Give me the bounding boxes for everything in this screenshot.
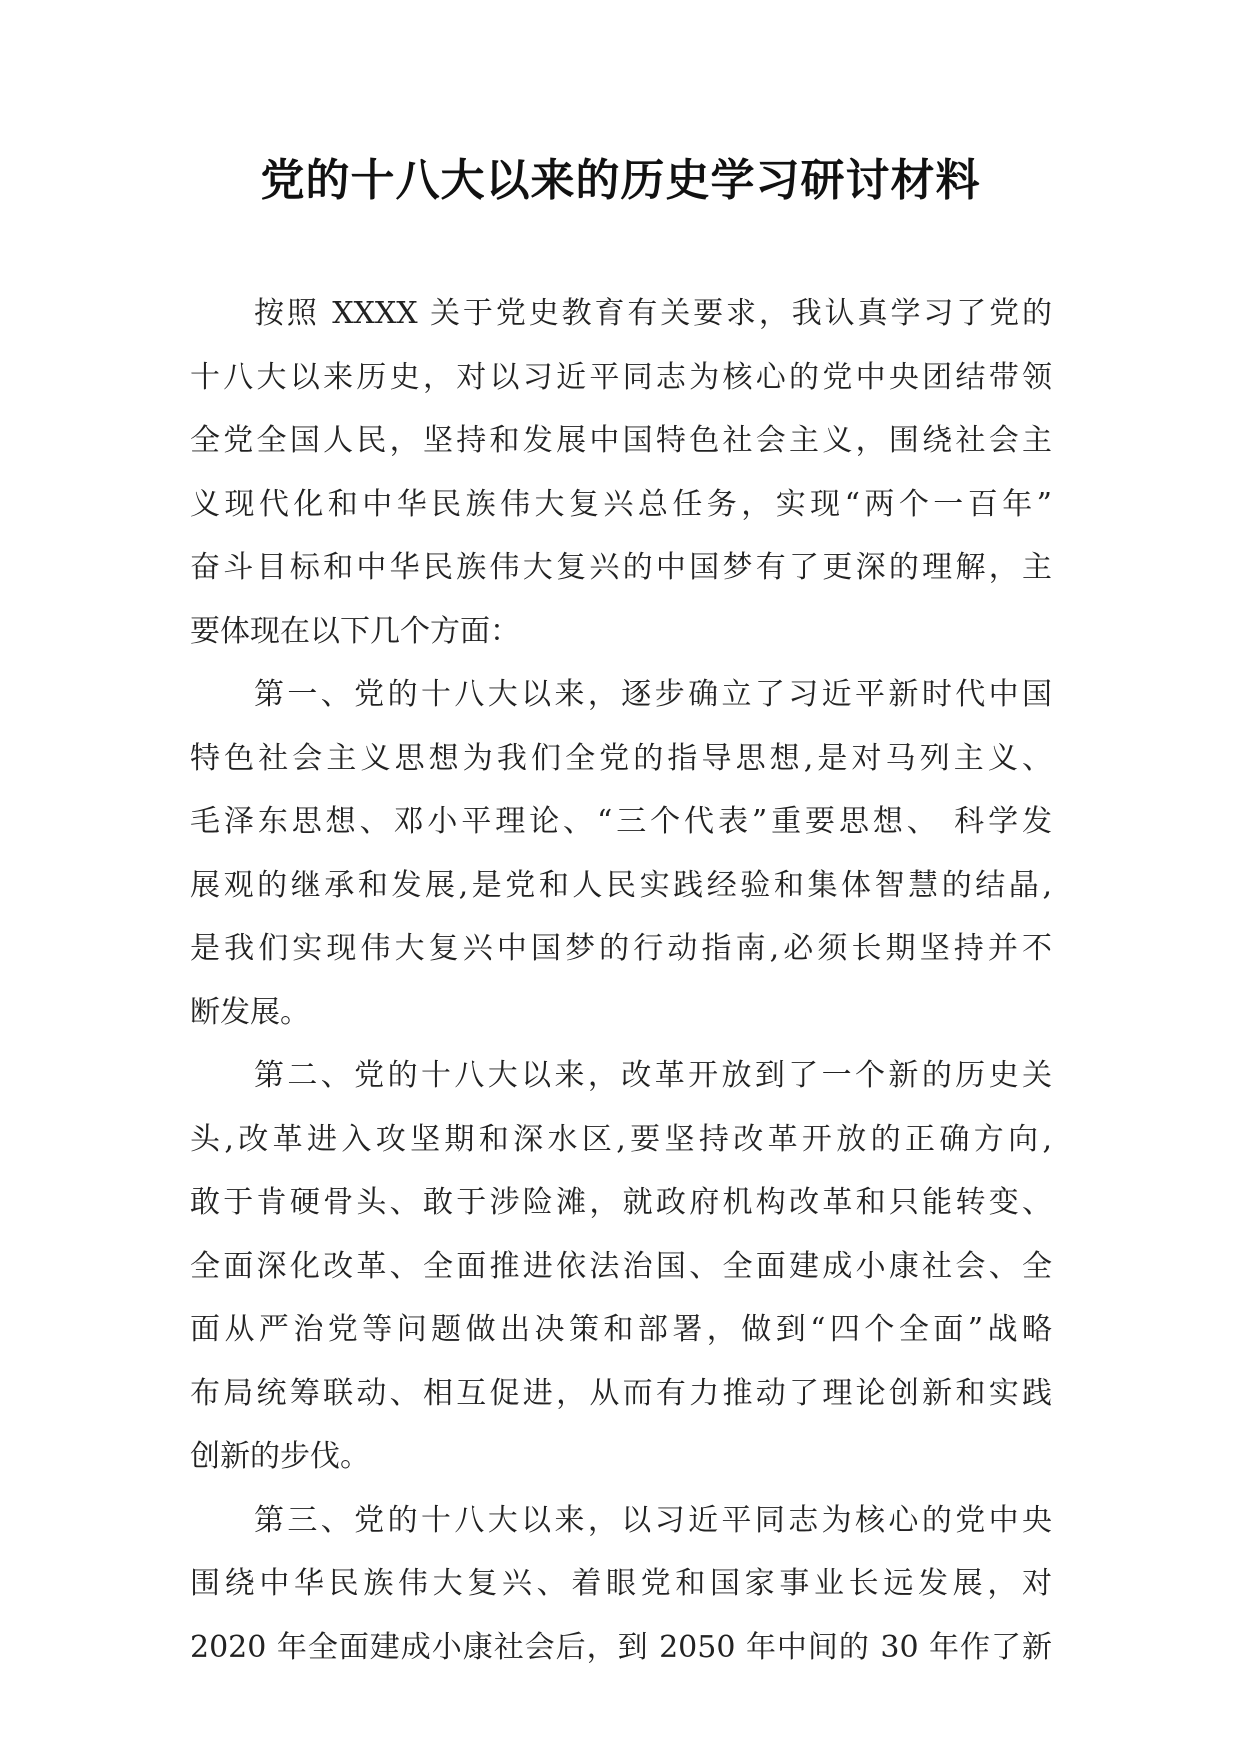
text-line: 要体现在以下几个方面： <box>190 613 520 649</box>
text-line: 按照 XXXX 关于党史教育有关要求，我认真学习了党的 <box>254 296 1052 331</box>
text-line: 布局统筹联动、相互促进，从而有力推动了理论创新和实践 <box>190 1375 1052 1411</box>
text-line: 是我们实现伟大复兴中国梦的行动指南,必须长期坚持并不 <box>190 931 1052 966</box>
text-line: 第三、党的十八大以来，以习近平同志为核心的党中央 <box>254 1502 1052 1538</box>
paragraph <box>190 282 1052 663</box>
text-line: 第一、党的十八大以来，逐步确立了习近平新时代中国 <box>254 677 1052 712</box>
text-line: 特色社会主义思想为我们全党的指导思想,是对马列主义、 <box>190 740 1052 776</box>
paragraph <box>190 663 1052 1044</box>
text-line: 全面深化改革、全面推进依法治国、全面建成小康社会、全 <box>190 1248 1052 1284</box>
text-line: 围绕中华民族伟大复兴、着眼党和国家事业长远发展，对 <box>190 1566 1052 1601</box>
paragraph <box>190 1044 1052 1489</box>
text-line: 展观的继承和发展,是党和人民实践经验和集体智慧的结晶, <box>190 867 1052 903</box>
document-body <box>190 282 1052 1679</box>
text-line: 面从严治党等问题做出决策和部署，做到“四个全面”战略 <box>190 1312 1052 1347</box>
text-line: 第二、党的十八大以来，改革开放到了一个新的历史关 <box>254 1058 1052 1093</box>
text-line: 义现代化和中华民族伟大复兴总任务，实现“两个一百年” <box>190 486 1052 522</box>
text-line: 创新的步伐。 <box>190 1439 370 1474</box>
paragraph <box>190 1489 1052 1680</box>
text-line: 头,改革进入攻坚期和深水区,要坚持改革开放的正确方向, <box>190 1121 1052 1157</box>
text-line: 全党全国人民，坚持和发展中国特色社会主义，围绕社会主 <box>190 423 1052 458</box>
text-line: 奋斗目标和中华民族伟大复兴的中国梦有了更深的理解，主 <box>190 550 1052 585</box>
document-title: 党的十八大以来的历史学习研讨材料 <box>260 155 981 206</box>
text-line: 2020 年全面建成小康社会后，到 2050 年中间的 30 年作了新 <box>190 1629 1052 1665</box>
text-line: 毛泽东思想、邓小平理论、“三个代表”重要思想、 科学发 <box>190 804 1052 839</box>
text-line: 断发展。 <box>190 994 310 1030</box>
text-line: 十八大以来历史，对以习近平同志为核心的党中央团结带领 <box>190 359 1052 395</box>
text-line: 敢于肯硬骨头、敢于涉险滩，就政府机构改革和只能转变、 <box>190 1185 1052 1220</box>
